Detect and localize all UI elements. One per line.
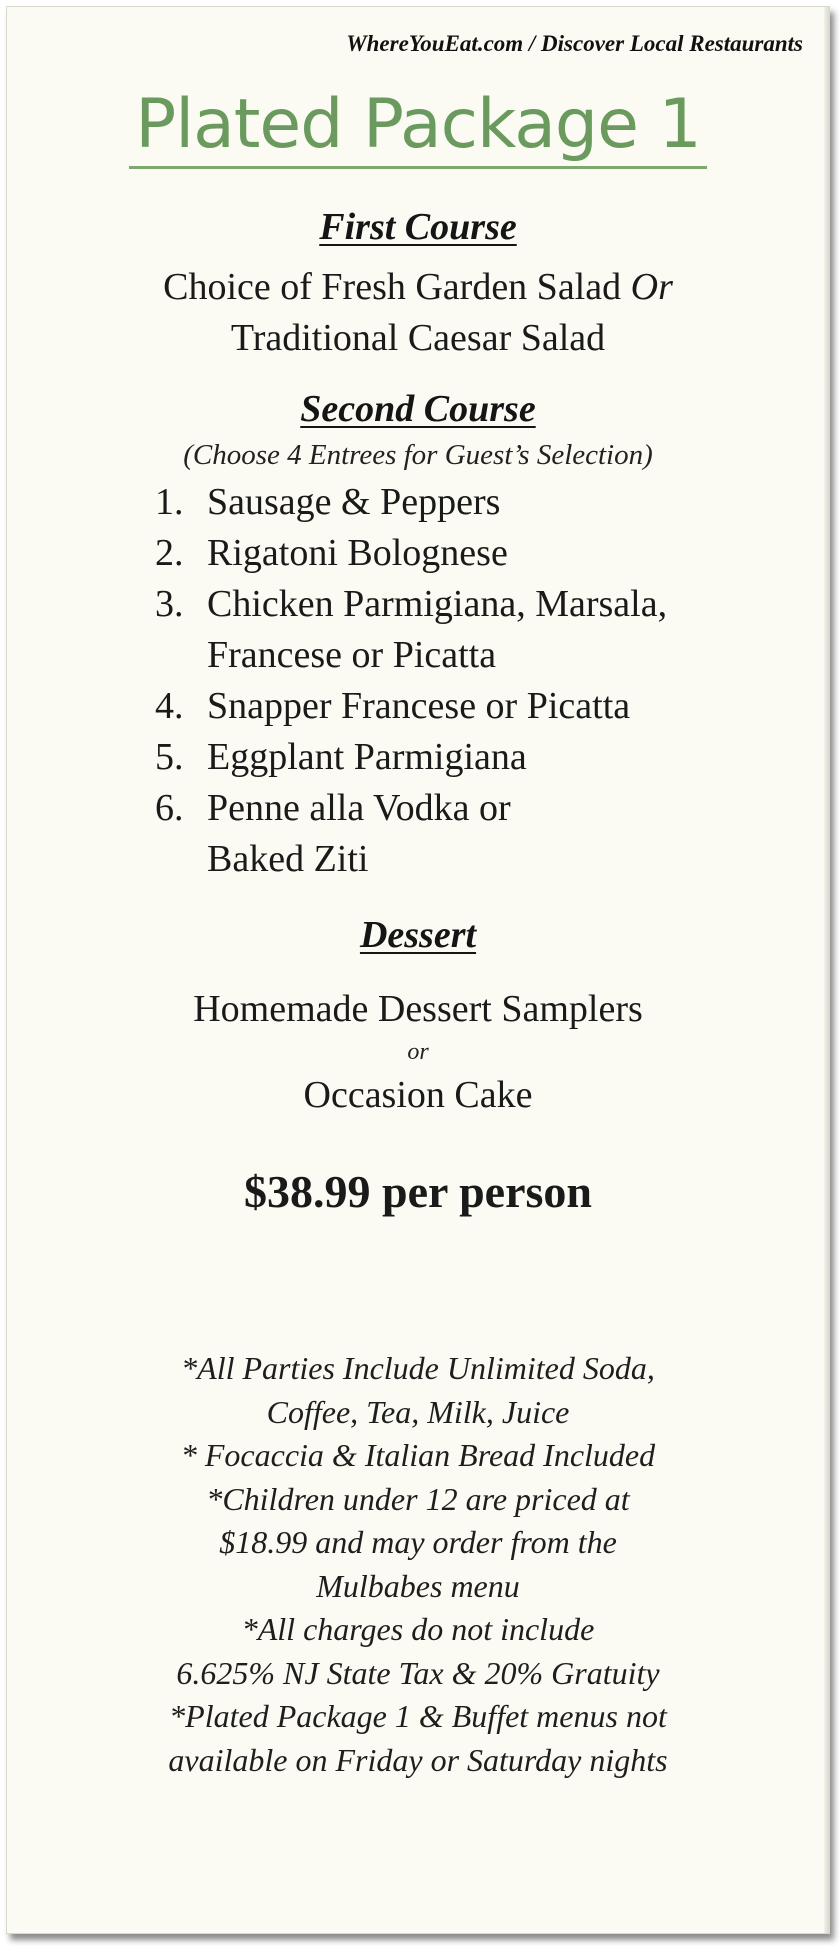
entree-item [155, 528, 667, 579]
note-line: Mulbabes menu [316, 1567, 520, 1604]
price: $38.99 per person [244, 1166, 592, 1217]
dessert-option-2: Occasion Cake [303, 1074, 533, 1116]
entree-item [155, 732, 667, 783]
first-course-line-1 [7, 265, 829, 309]
first-course-or: Or [630, 266, 673, 308]
note-line: $18.99 and may order from the [219, 1524, 617, 1560]
entree-number: 6. [155, 787, 184, 829]
dessert-heading: Dessert [359, 914, 477, 956]
entree-text: Snapper Francese or Picatta [207, 685, 631, 727]
entree-item [155, 477, 667, 528]
first-course-option-1: Choice of Fresh Garden Salad [163, 266, 622, 308]
entree-number: 1. [155, 481, 184, 523]
entree-text: Francese or Picatta [207, 634, 497, 676]
page-title-text: Plated Package 1 [129, 85, 707, 169]
entree-text: Rigatoni Bolognese [207, 532, 508, 574]
entree-number: 3. [155, 583, 184, 625]
entree-item [155, 783, 667, 885]
entree-text: Eggplant Parmigiana [207, 736, 527, 778]
note-line: *All Parties Include Unlimited Soda, [181, 1350, 655, 1386]
note-line: * Focaccia & Italian Bread Included [180, 1437, 656, 1473]
note-line: available on Friday or Saturday nights [168, 1741, 668, 1778]
entree-text: Baked Ziti [207, 838, 369, 880]
first-course-heading: First Course [319, 206, 517, 248]
entree-item [155, 681, 667, 732]
dessert-or: or [407, 1039, 429, 1065]
entree-number: 5. [155, 736, 184, 778]
entree-item [155, 579, 667, 681]
menu-page [6, 6, 830, 1934]
note-line: Coffee, Tea, Milk, Juice [266, 1393, 570, 1430]
note-line: *Plated Package 1 & Buffet menus not [169, 1698, 667, 1734]
entree-text: Chicken Parmigiana, Marsala, [207, 583, 668, 625]
second-course-note: (Choose 4 Entrees for Guest’s Selection) [183, 439, 653, 471]
note-line: 6.625% NJ State Tax & 20% Gratuity [176, 1654, 660, 1691]
watermark: WhereYouEat.com / Discover Local Restaurants [346, 31, 803, 56]
notes [7, 1347, 829, 1782]
page-title [7, 85, 829, 164]
entree-text: Penne alla Vodka or [207, 787, 511, 829]
entree-number: 4. [155, 685, 184, 727]
entree-list [155, 477, 667, 885]
dessert-option-1: Homemade Dessert Samplers [193, 988, 643, 1030]
entree-number: 2. [155, 532, 184, 574]
second-course-heading: Second Course [300, 388, 536, 430]
note-line: *All charges do not include [241, 1611, 595, 1647]
note-line: *Children under 12 are priced at [206, 1480, 630, 1517]
entree-text: Sausage & Peppers [207, 481, 501, 523]
first-course-option-2: Traditional Caesar Salad [230, 317, 606, 359]
